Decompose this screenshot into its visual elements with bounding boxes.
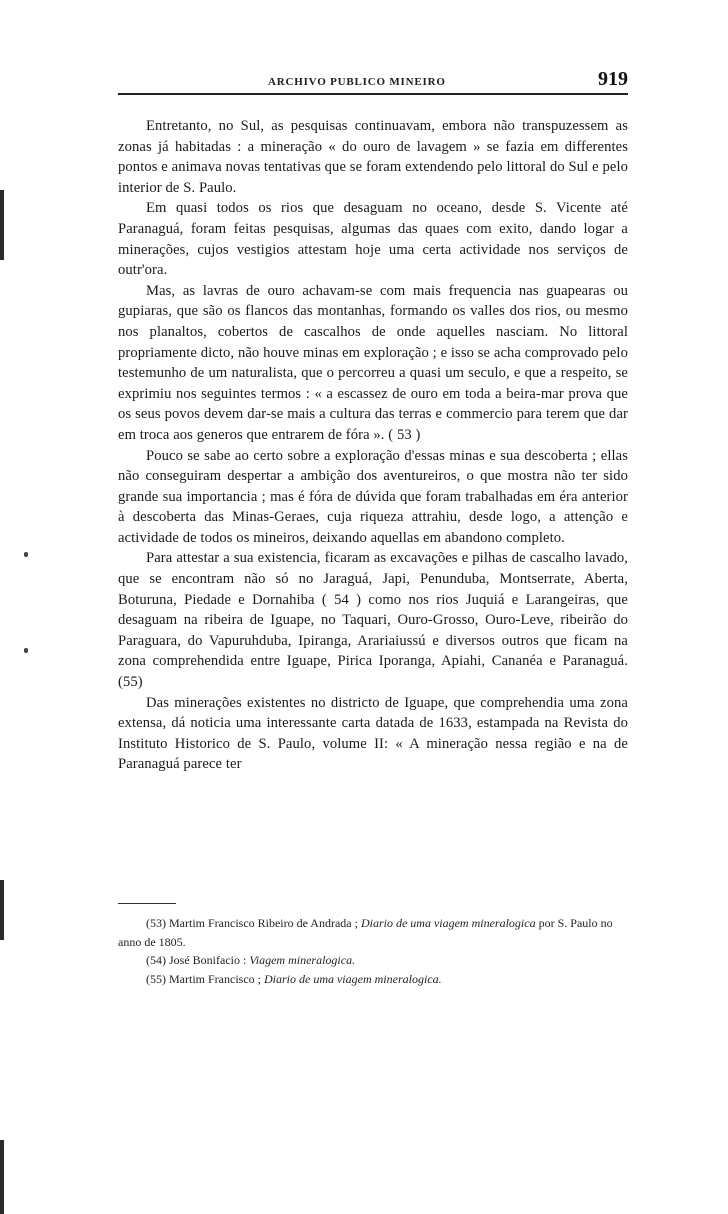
paragraph: Mas, as lavras de ouro achavam-se com mais frequencia nas guapearas ou gupiaras, que são os flancos das montanhas, formando os valles dos rios, ou mesmo nos planaltos, cobertos de cascalhos de onde aquelles nasciam. No littoral propriamente dicto, não houve minas em exploração ; e isso se acha comprovado pelo testemunho de um naturalista, que o percorreu a quasi um seculo, e que a respeito, se exprimiu nos seguintes termos : « a escassez de ouro em toda a beira-mar prova que os seus povos devem dar-se mais a cultura das terras e commercio para terem que dar em troca aos generos que entrarem de fóra ». ( 53 ) — [118, 282, 628, 443]
binding-edge-mark — [0, 1140, 4, 1214]
page-header — [118, 64, 628, 94]
footnote — [118, 914, 628, 951]
paragraph: Pouco se sabe ao certo sobre a exploração d'essas minas e sua descoberta ; ellas não conseguiram despertar a ambição dos aventureiros, o que mostra não ter sido grande sua importancia ; mas é fóra de dúvida que foram trabalhadas em éra anterior à descoberta das Minas-Geraes, cuja riqueza attrahiu, desde logo, a attenção e actividade de todos os mineiros, deixando aquellas em abandono completo. — [118, 447, 628, 546]
footnote-number: (53) — [146, 916, 166, 930]
page-number: 919 — [598, 68, 628, 90]
header-rule — [118, 93, 628, 95]
paragraph: Para attestar a sua existencia, ficaram as excavações e pilhas de cascalho lavado, que se encontram não só no Jaraguá, Japi, Penunduba, Montserrate, Aberta, Boturuna, Piedade e Dornahiba ( 54 ) como nos rios Juquiá e Larangeiras, que desaguam na ribeira de Iguape, no Taquari, Ouro-Grosso, Ouro-Leve, ribeirão do Paraguara, do Vapuruhduba, Ipiranga, Arariaiussú e diversos outros que ficam na zona comprehendida entre Iguape, Pirica Iporanga, Apiahi, Cananéa e Paranaguá. (55) — [118, 550, 628, 691]
footnote-separator — [118, 903, 176, 904]
footnote-work-title: Viagem mineralogica. — [249, 953, 356, 967]
footnote-number: (54) — [146, 953, 166, 967]
binding-edge-mark — [0, 190, 4, 260]
margin-speck — [24, 648, 28, 653]
footnote-rest: por S. Paulo no anno de 1805. — [118, 916, 613, 949]
footnote-work-title: Diario de uma viagem mineralogica. — [263, 971, 442, 986]
paragraph: Das minerações existentes no districto de Iguape, que comprehendia uma zona extensa, dá noticia uma interessante carta datada de 1633, estampada na Revista do Instituto Historico de S. Paulo, volume II: « A mineração nessa região e na de Paranaguá parece ter — [118, 694, 628, 773]
paragraph: Em quasi todos os rios que desaguam no oceano, desde S. Vicente até Paranaguá, foram feitas pesquisas, algumas das quaes com exito, dando logar a minerações, cujos vestigios attestam hoje uma certa actividade nos serviços de outr'ora. — [118, 200, 628, 279]
footnote-work-title: Diario de uma viagem mineralogica — [360, 916, 536, 930]
footnote-author: José Bonifacio : — [169, 953, 247, 967]
footnote — [118, 970, 628, 989]
footnote-number: (55) — [146, 971, 166, 986]
running-title: ARCHIVO PUBLICO MINEIRO — [268, 76, 446, 88]
body-text — [118, 116, 628, 775]
footnote-author: Martim Francisco Ribeiro de Andrada ; — [169, 916, 358, 930]
footnote-author: Martim Francisco ; — [169, 971, 261, 986]
footnote — [118, 951, 628, 970]
paragraph: Entretanto, no Sul, as pesquisas continuavam, embora não transpuzessem as zonas já habitadas : a mineração « do ouro de lavagem » se fazia em differentes pontos e animava novas tentativas que se foram extendendo pelo littoral do Sul e pelo interior de S. Paulo. — [118, 118, 628, 196]
binding-edge-mark — [0, 880, 4, 940]
margin-speck — [24, 552, 28, 557]
footnotes — [118, 914, 628, 988]
